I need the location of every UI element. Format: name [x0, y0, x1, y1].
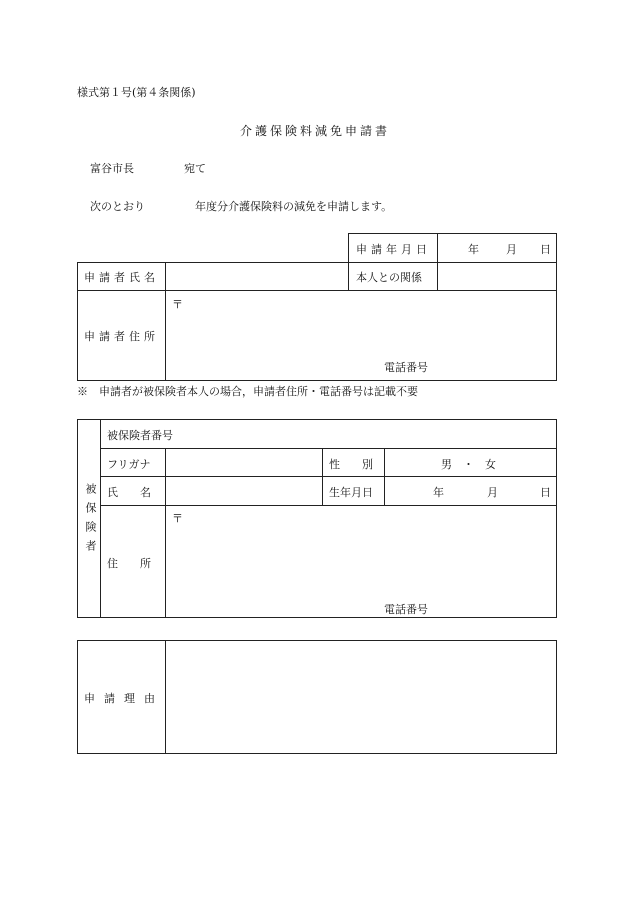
furigana-label: フリガナ	[107, 458, 151, 471]
gender-options[interactable]: 男 ・ 女	[441, 458, 496, 471]
insured-phone-label: 電話番号	[384, 603, 428, 616]
application-date-month: 月	[506, 243, 517, 256]
birth-date-label: 生年月日	[329, 486, 373, 499]
insured-number-label: 被保険者番号	[107, 429, 173, 442]
insured-number-field[interactable]	[190, 420, 555, 447]
birth-day: 日	[540, 486, 551, 499]
addressee-suffix: 宛て	[184, 162, 206, 175]
applicant-address-field[interactable]	[167, 291, 555, 379]
insured-name-label: 氏 名	[107, 486, 151, 499]
insured-side-label: 被保険者	[84, 483, 97, 559]
addressee: 富谷市長	[90, 162, 134, 175]
reason-field[interactable]	[167, 641, 555, 752]
postal-mark: 〒	[172, 298, 183, 311]
intro-prefix: 次のとおり	[90, 200, 145, 213]
applicant-phone-label: 電話番号	[384, 361, 428, 374]
gender-label: 性 別	[329, 458, 373, 471]
insured-address-label: 住 所	[107, 557, 151, 570]
reason-label: 申請理由	[84, 692, 164, 705]
applicant-address-label: 申請者住所	[84, 330, 159, 343]
insured-postal-mark: 〒	[172, 512, 183, 525]
page-title: 介護保険料減免申請書	[239, 124, 390, 138]
application-date-day: 日	[540, 243, 551, 256]
applicant-name-field[interactable]	[167, 263, 347, 289]
furigana-field[interactable]	[167, 449, 321, 475]
note: ※ 申請者が被保険者本人の場合，申請者住所・電話番号は記載不要	[77, 385, 418, 398]
form-id: 様式第１号(第４条関係)	[77, 86, 196, 99]
application-date-label: 申請年月日	[356, 243, 431, 256]
birth-month: 月	[487, 486, 498, 499]
applicant-name-label: 申請者氏名	[84, 271, 159, 284]
insured-address-field[interactable]	[167, 506, 555, 616]
application-date-field[interactable]	[441, 234, 555, 261]
application-date-year: 年	[468, 243, 479, 256]
relation-label: 本人との関係	[356, 271, 422, 284]
relation-field[interactable]	[439, 263, 555, 289]
insured-name-field[interactable]	[167, 477, 321, 504]
intro-text: 年度分介護保険料の減免を申請します。	[195, 200, 393, 213]
birth-year: 年	[433, 486, 444, 499]
